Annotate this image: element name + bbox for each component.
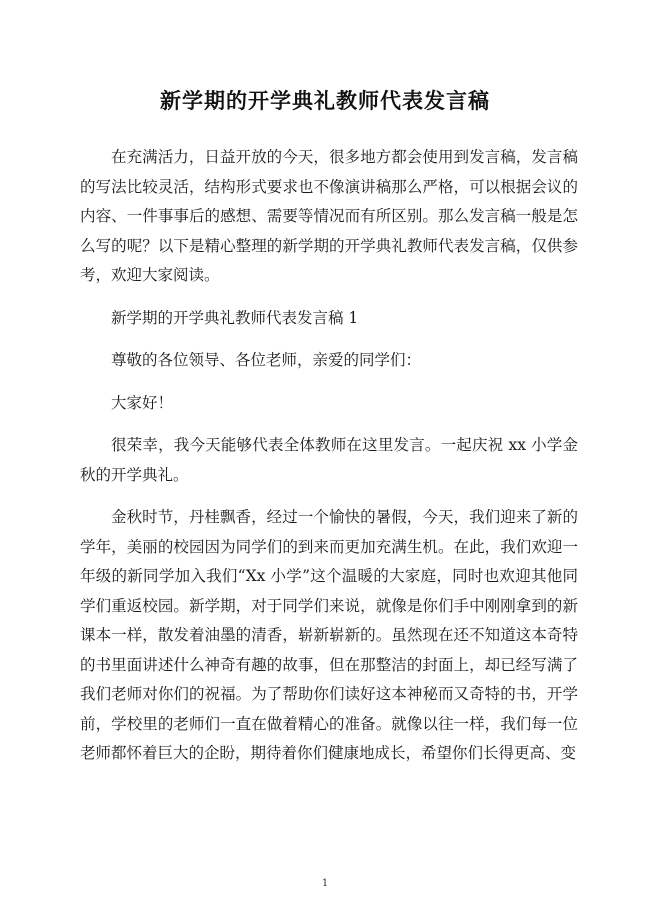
document-body [80, 143, 578, 782]
document-title: 新学期的开学典礼教师代表发言稿 [160, 89, 490, 113]
paragraph-greeting: 大家好！ [111, 393, 174, 412]
paragraph-autumn: 金秋时节，丹桂飘香，经过一个愉快的暑假，今天，我们迎来了新的学年，美丽的校园因为同学们的到来而更加充满生机。在此，我们欢迎一年级的新同学加入我们“Xx 小学”这个温暖的大家庭，同时也欢迎其他同学们重返校园。新学期，对于同学们来说，就像是你们手中刚刚拿到的新课本一样，散发着油墨的清香，崭新崭新的。虽然现在还不知道这本奇特的书里面讲述什么神奇有趣的故事，但在那整洁的封面上，却已经写满了我们老师对你们的祝福。为了帮助你们读好这本神秘而又奇特的书，开学前，学校里的老师们一直在做着精心的准备。就像以往一样，我们每一位老师都怀着巨大的企盼，期待着你们健康地成长，希望你们长得更高、变 [80, 508, 578, 762]
paragraph-salutation: 尊敬的各位领导、各位老师，亲爱的同学们： [111, 351, 422, 369]
paragraph-intro: 在充满活力，日益开放的今天，很多地方都会使用到发言稿，发言稿的写法比较灵活，结构形式要求也不像演讲稿那么严格，可以根据会议的内容、一件事事后的感想、需要等情况而有所区别。那么发言稿一般是怎么写的呢？以下是精心整理的新学期的开学典礼教师代表发言稿，仅供参考，欢迎大家阅读。 [80, 148, 578, 284]
paragraph-section-heading: 新学期的开学典礼教师代表发言稿 1 [111, 308, 359, 327]
paragraph-honor: 很荣幸，我今天能够代表全体教师在这里发言。一起庆祝 xx 小学金秋的开学典礼。 [80, 436, 578, 484]
page-number: 1 [321, 878, 329, 889]
